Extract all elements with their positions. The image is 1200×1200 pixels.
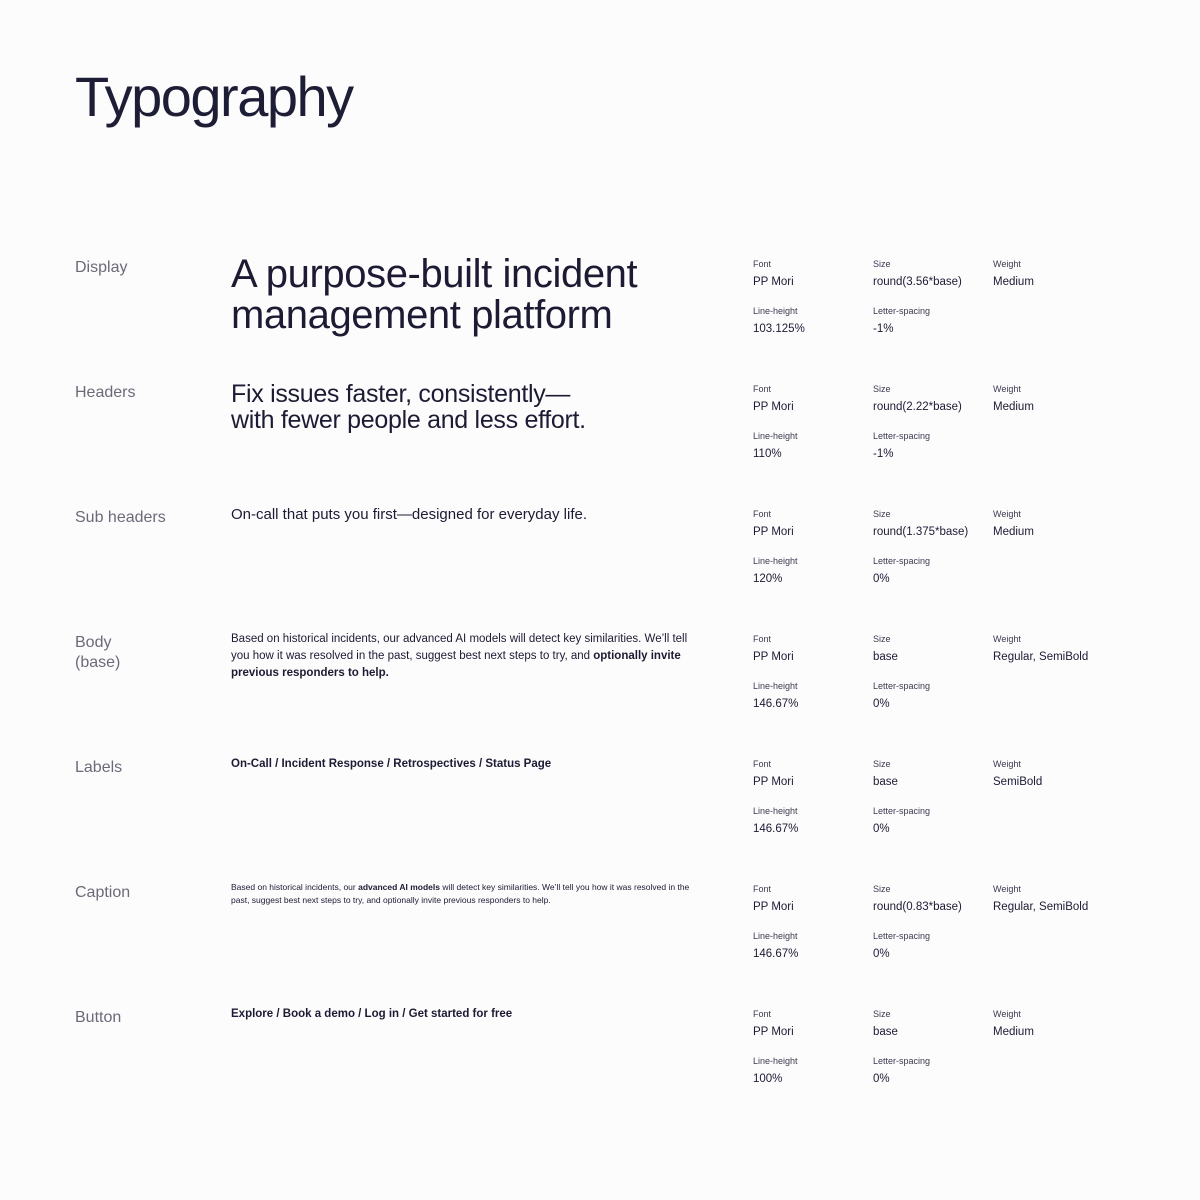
caption-text-regular: Based on historical incidents, our [231,882,359,892]
spec-line-height: Line-height 146.67% [753,681,799,710]
spec-size: Size base [873,634,898,663]
spec-letter-spacing: Letter-spacing -1% [873,306,931,335]
body-text-regular: Based on historical incidents, our advanced AI models will detect key similarities. We’ll tell you how it was resolved in the past, suggest best next steps to try, and [231,633,688,662]
spec-letter-spacing: Letter-spacing 0% [873,806,931,835]
spec-weight: Weight Regular, SemiBold [993,634,1089,663]
spec-weight: Weight Medium [993,509,1034,538]
row-label: Headers [75,384,136,401]
spec-letter-spacing: Letter-spacing 0% [873,1056,931,1085]
spec-line-height: Line-height 100% [753,1056,798,1085]
type-row-body [0,633,1200,758]
labels-sample: On-Call / Incident Response / Retrospectives / Status Page [231,758,552,770]
spec-letter-spacing: Letter-spacing 0% [873,681,931,710]
type-row-sub-headers [0,508,1200,633]
caption-text-regular: will detect key similarities. We’ll tell you how it was resolved in the past, suggest best next steps to try, and optionally invite previous responders to help. [231,882,690,905]
spec-line-height: Line-height 120% [753,556,798,585]
row-label: Sub headers [75,509,166,526]
spec-line-height: Line-height 103.125% [753,306,805,335]
spec-letter-spacing: Letter-spacing -1% [873,431,931,460]
sample-line: Fix issues faster, consistently— [231,380,571,408]
spec-letter-spacing: Letter-spacing 0% [873,556,931,585]
spec-font: Font PP Mori [753,884,794,913]
spec-font: Font PP Mori [753,384,794,413]
spec-size: Size round(2.22*base) [873,384,962,413]
spec-weight: Weight SemiBold [993,759,1043,788]
caption-sample [231,881,691,907]
type-row-headers [0,380,1200,508]
row-label: Labels [75,759,123,776]
caption-text-bold: advanced AI models [358,882,440,892]
type-row-labels [0,758,1200,883]
sample-line: management platform [231,293,613,337]
row-label: Button [75,1009,122,1026]
spec-font: Font PP Mori [753,1009,794,1038]
spec-size: Size base [873,1009,898,1038]
spec-font: Font PP Mori [753,509,794,538]
spec-font: Font PP Mori [753,259,794,288]
row-label: Body (base) [75,634,121,671]
spec-size: Size round(1.375*base) [873,509,969,538]
spec-weight: Weight Medium [993,384,1034,413]
sub-headers-sample: On-call that puts you first—designed for everyday life. [231,506,588,523]
spec-weight: Weight Regular, SemiBold [993,884,1089,913]
spec-size: Size base [873,759,898,788]
spec-weight: Weight Medium [993,259,1034,288]
display-sample [231,254,731,336]
row-label: Display [75,259,128,276]
spec-weight: Weight Medium [993,1009,1034,1038]
sample-line: A purpose-built incident [231,252,638,296]
row-label: Caption [75,884,131,901]
spec-font: Font PP Mori [753,759,794,788]
sample-line: with fewer people and less effort. [231,406,586,434]
spec-size: Size round(0.83*base) [873,884,962,913]
button-sample: Explore / Book a demo / Log in / Get started for free [231,1008,513,1020]
headers-sample [231,381,711,433]
type-row-button [0,1008,1200,1133]
spec-letter-spacing: Letter-spacing 0% [873,931,931,960]
spec-line-height: Line-height 110% [753,431,798,460]
body-sample [231,631,691,682]
spec-line-height: Line-height 146.67% [753,931,799,960]
spec-line-height: Line-height 146.67% [753,806,799,835]
type-row-caption [0,883,1200,1008]
body-text-bold: optionally invite previous responders to help. [231,650,681,679]
spec-size: Size round(3.56*base) [873,259,962,288]
type-row-display [0,252,1200,383]
spec-font: Font PP Mori [753,634,794,663]
page-title: Typography [75,65,353,128]
